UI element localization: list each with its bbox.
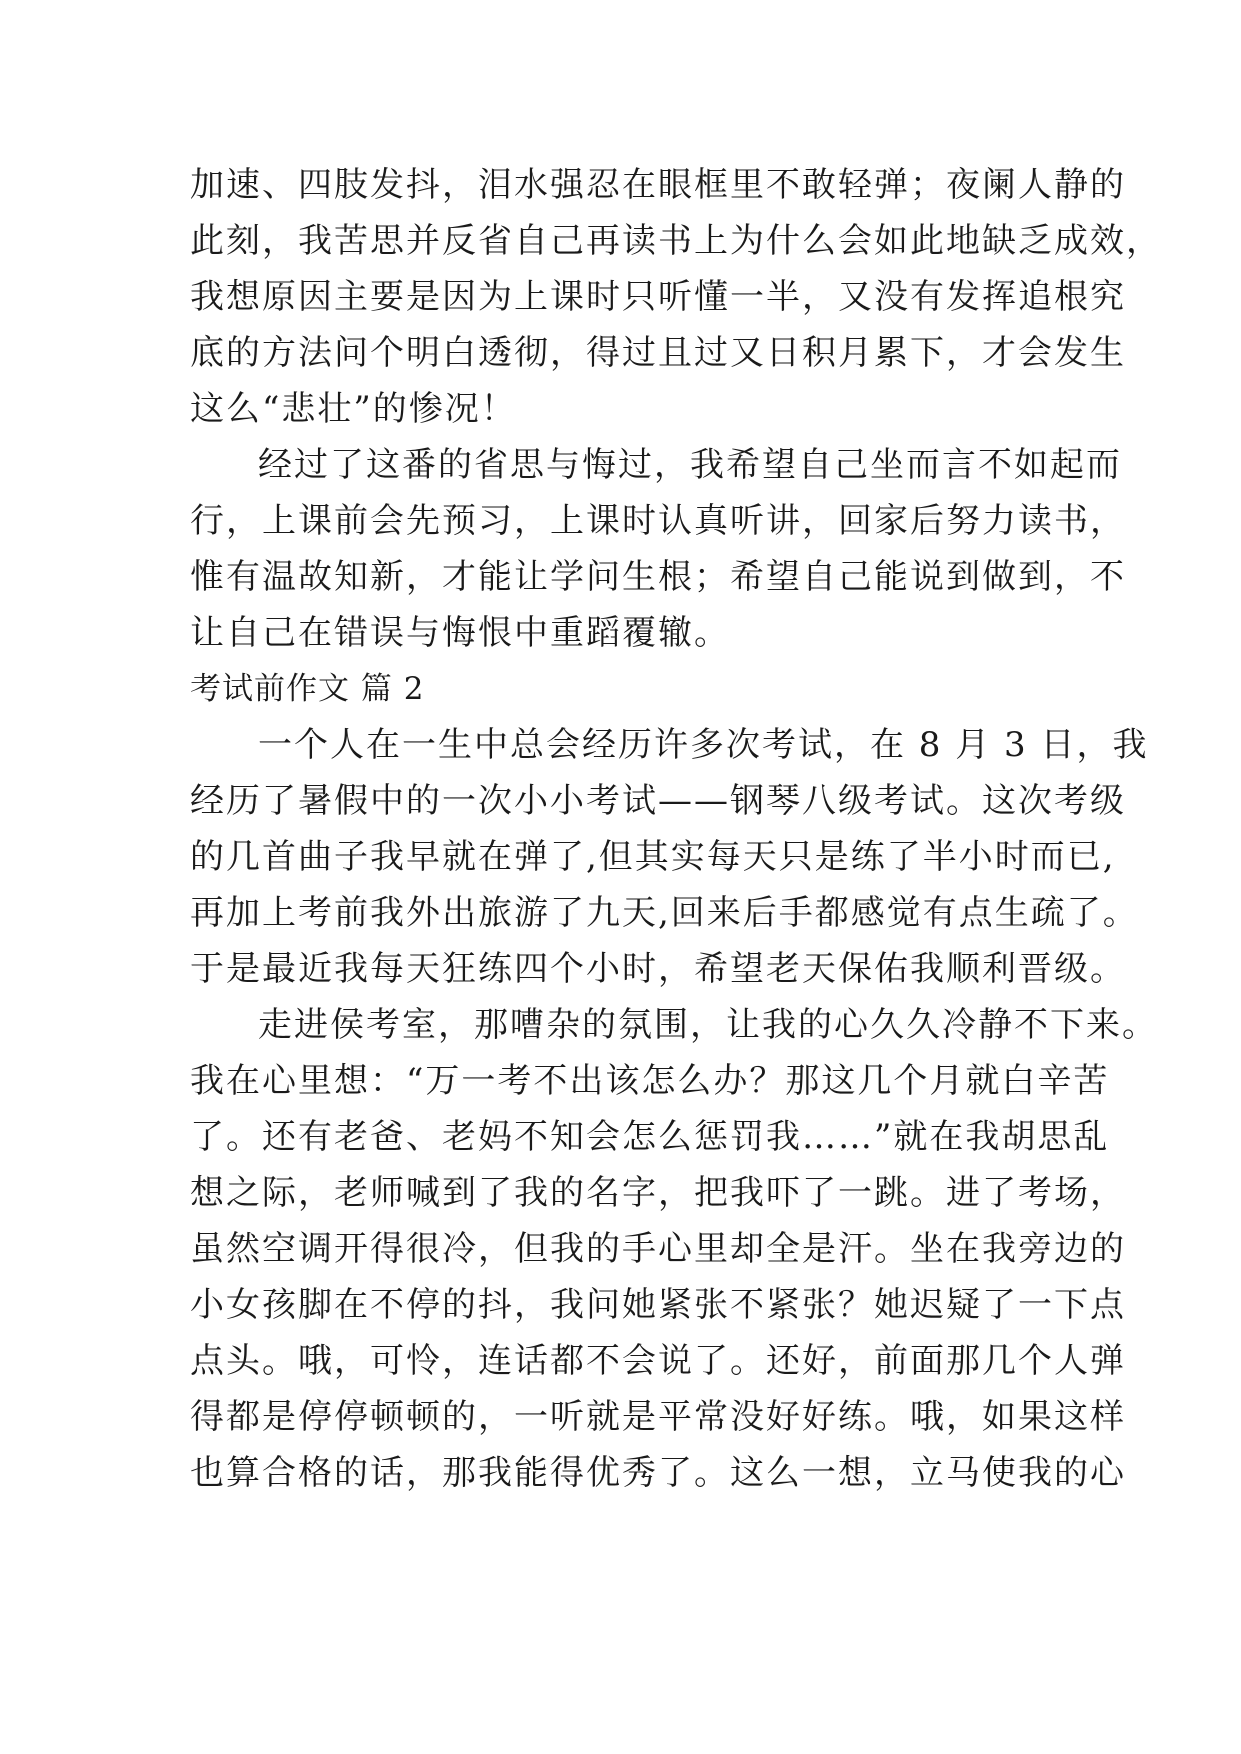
text-line: 也算合格的话，那我能得优秀了。这么一想，立马使我的心: [190, 1453, 1126, 1493]
paragraph-2: [190, 437, 1126, 661]
section-title: 考试前作文 篇 2: [190, 671, 425, 707]
text-line: 加速、四肢发抖，泪水强忍在眼框里不敢轻弹；夜阑人静的: [190, 165, 1126, 205]
text-line: 这么“悲壮”的惨况！: [190, 389, 517, 429]
text-line: 一个人在一生中总会经历许多次考试，在 8 月 3 日，我: [258, 725, 1149, 765]
text-line: 虽然空调开得很冷，但我的手心里却全是汗。坐在我旁边的: [190, 1229, 1126, 1269]
paragraph-4: [190, 997, 1158, 1501]
document-body: [190, 157, 1162, 1501]
text-line: 我想原因主要是因为上课时只听懂一半，又没有发挥追根究: [190, 277, 1126, 317]
text-line: 经过了这番的省思与悔过，我希望自己坐而言不如起而: [258, 445, 1122, 485]
text-line: 让自己在错误与悔恨中重蹈覆辙。: [190, 613, 730, 653]
text-line: 点头。哦，可怜，连话都不会说了。还好，前面那几个人弹: [190, 1341, 1126, 1381]
text-line: 的几首曲子我早就在弹了,但其实每天只是练了半小时而已,: [190, 837, 1116, 877]
text-line: 走进侯考室，那嘈杂的氛围，让我的心久久冷静不下来。: [258, 1005, 1158, 1045]
text-line: 了。还有老爸、老妈不知会怎么惩罚我……”就在我胡思乱: [190, 1117, 1110, 1157]
text-line: 行，上课前会先预习，上课时认真听讲，回家后努力读书，: [190, 501, 1126, 541]
text-line: 经历了暑假中的一次小小考试——钢琴八级考试。这次考级: [190, 781, 1126, 821]
text-line: 此刻，我苦思并反省自己再读书上为什么会如此地缺乏成效，: [190, 221, 1162, 261]
text-line: 惟有温故知新，才能让学问生根；希望自己能说到做到，不: [190, 557, 1126, 597]
text-line: 小女孩脚在不停的抖，我问她紧张不紧张？她迟疑了一下点: [190, 1285, 1126, 1325]
text-line: 于是最近我每天狂练四个小时，希望老天保佑我顺利晋级。: [190, 949, 1126, 989]
text-line: 想之际，老师喊到了我的名字，把我吓了一跳。进了考场，: [190, 1173, 1126, 1213]
text-line: 我在心里想：“万一考不出该怎么办？那这几个月就白辛苦: [190, 1061, 1110, 1101]
text-line: 底的方法问个明白透彻，得过且过又日积月累下，才会发生: [190, 333, 1126, 373]
paragraph-1: [190, 157, 1162, 437]
text-line: 再加上考前我外出旅游了九天,回来后手都感觉有点生疏了。: [190, 893, 1139, 933]
paragraph-3: [190, 717, 1149, 997]
text-line: 得都是停停顿顿的，一听就是平常没好好练。哦，如果这样: [190, 1397, 1126, 1437]
